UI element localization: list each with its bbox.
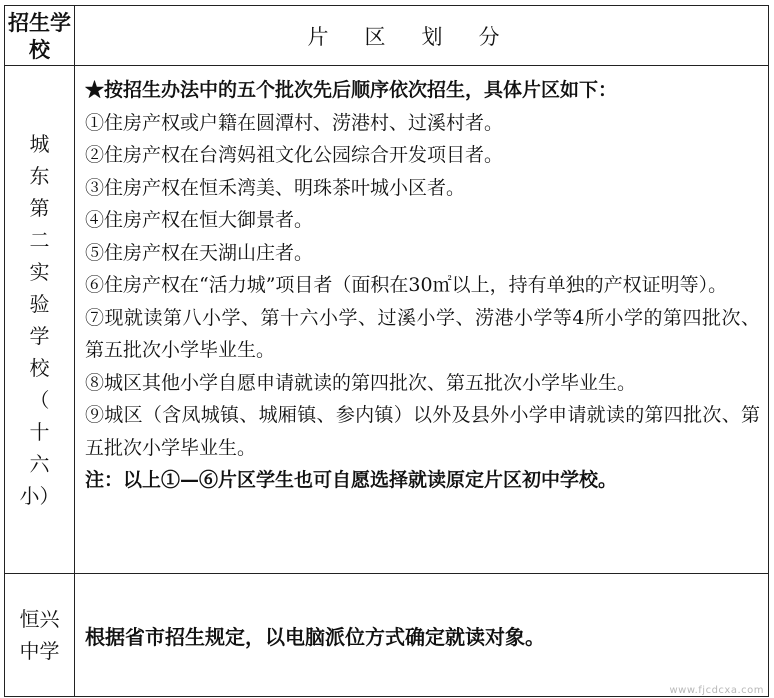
school-char: 东 — [29, 163, 50, 188]
zone-item: ③住房产权在恒禾湾美、明珠茶叶城小区者。 — [85, 176, 466, 199]
enrollment-zone-table — [4, 5, 769, 697]
zone-item: ②住房产权在台湾妈祖文化公园综合开发项目者。 — [85, 144, 504, 166]
header-school-label: 招生学校 — [8, 9, 71, 62]
zone-item: ④住房产权在恒大御景者。 — [85, 209, 314, 231]
school-char: 恒兴 — [19, 607, 60, 631]
school-name-cell — [5, 66, 75, 574]
zone-item: ⑥住房产权在“活力城”项目者（面积在30㎡以上，持有单独的产权证明等）。 — [85, 274, 728, 296]
header-zone-cell — [75, 6, 769, 66]
zone-note: 注：以上①—⑥片区学生也可自愿选择就读原定片区初中学校。 — [85, 469, 618, 491]
zone-description-cell — [75, 66, 769, 574]
school-char: （ — [29, 387, 50, 412]
school-char: 中学 — [19, 639, 60, 663]
zone-item: ①住房产权或户籍在圆潭村、涝港村、过溪村者。 — [85, 111, 504, 134]
header-school-cell — [5, 6, 75, 66]
school-char: 城 — [29, 131, 50, 156]
table-row-hengxing — [5, 574, 769, 697]
school-char: 二 — [29, 227, 50, 252]
school-char: 学 — [29, 323, 50, 348]
school-char: 六 — [29, 451, 50, 476]
zone-item: ⑦现就读第八小学、第十六小学、过溪小学、涝港小学等4所小学的第四批次、第五批次小学毕业生。 — [85, 306, 760, 361]
school-char: 十 — [29, 419, 50, 444]
school-char: 实 — [29, 259, 50, 284]
school-char: 小） — [19, 483, 60, 508]
school-char: 校 — [29, 355, 50, 380]
zone-description-cell — [75, 574, 769, 697]
zone-item: ⑧城区其他小学自愿申请就读的第四批次、第五批次小学毕业生。 — [85, 371, 637, 394]
table-row-chengdong — [5, 66, 769, 574]
school-char: 第 — [29, 195, 50, 220]
zone-item: ⑤住房产权在天湖山庄者。 — [85, 241, 314, 264]
header-zone-label: 片区划分 — [307, 24, 536, 49]
school-char: 验 — [29, 291, 50, 316]
watermark: www.fjcdcxa.com — [669, 685, 764, 696]
school-name-cell — [5, 574, 75, 697]
zone-intro: ★按招生办法中的五个批次先后顺序依次招生，具体片区如下： — [85, 79, 618, 101]
zone-text: 根据省市招生规定，以电脑派位方式确定就读对象。 — [85, 624, 545, 649]
table-header-row — [5, 6, 769, 66]
zone-item: ⑨城区（含凤城镇、城厢镇、参内镇）以外及县外小学申请就读的第四批次、第五批次小学毕业生。 — [85, 404, 760, 459]
